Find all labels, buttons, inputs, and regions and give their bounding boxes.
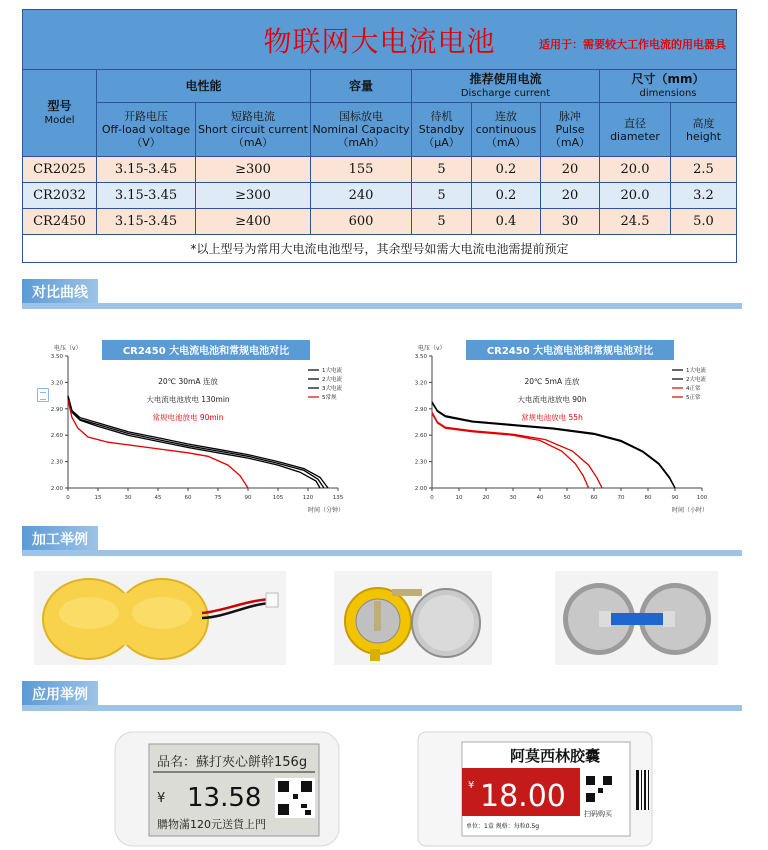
- x-tick-label: 30: [124, 495, 132, 501]
- section-bar: [22, 303, 742, 309]
- header-capacity: 容量: [311, 70, 412, 103]
- legend-label: 4正常: [686, 386, 701, 392]
- x-tick-label: 90: [244, 495, 252, 501]
- section-label-processing: 加工举例: [22, 526, 98, 554]
- x-tick-label: 40: [536, 495, 544, 501]
- chart-title: CR2450 大电流电池和常规电池对比: [122, 346, 290, 357]
- photo-paired-battery-with-wire: [34, 571, 286, 665]
- legend-label: 5常规: [322, 395, 337, 401]
- table-row: CR2025 3.15-3.45 ≥300 155 5 0.2 20 20.0 2.5: [23, 157, 737, 183]
- y-tick-label: 2.90: [50, 406, 63, 413]
- legend-label: 1大电流: [322, 368, 342, 374]
- tag2-product: 阿莫西林胶囊: [510, 747, 601, 765]
- table-title-cell: [23, 10, 737, 70]
- chart-annotation-normal: 常规电池放电 90min: [152, 413, 224, 422]
- photo-batteries-with-insulation-tape: [555, 571, 718, 665]
- table-row: CR2032 3.15-3.45 ≥300 240 5 0.2 20 20.0 3.2: [23, 183, 737, 209]
- subheader-height: 高度 height: [671, 103, 737, 157]
- x-tick-label: 15: [94, 495, 102, 501]
- x-tick-label: 0: [430, 495, 434, 501]
- y-axis-label: 电压（v）: [54, 345, 82, 352]
- table-subtitle: 适用于：需要较大工作电流的用电器具: [539, 38, 726, 51]
- x-tick-label: 45: [154, 495, 162, 501]
- section-header-processing: [22, 526, 742, 556]
- subheader-diameter: 直径 diameter: [600, 103, 671, 157]
- tag2-scan: 扫码购买: [584, 810, 612, 818]
- header-model: 型号 Model: [23, 70, 97, 157]
- header-electrical: 电性能: [97, 70, 311, 103]
- subheader-continuous: 连放 continuous （mA）: [472, 103, 541, 157]
- y-tick-label: 2.60: [414, 433, 427, 440]
- legend-label: 2大电流: [686, 377, 706, 383]
- table-title: 物联网大电流电池: [263, 24, 496, 58]
- y-tick-label: 2.30: [414, 459, 427, 466]
- x-tick-label: 90: [671, 495, 679, 501]
- chart-condition: 20℃ 30mA 连放: [158, 377, 218, 386]
- x-tick-label: 70: [617, 495, 625, 501]
- x-tick-label: 10: [455, 495, 463, 501]
- chart-condition: 20℃ 5mA 连放: [524, 377, 580, 386]
- chart-svg: [38, 336, 378, 518]
- section-header-application: [22, 681, 742, 711]
- section-bar: [22, 705, 742, 711]
- header-dimensions: 尺寸（mm） dimensions: [600, 70, 737, 103]
- header-discharge: 推荐使用电流 Discharge current: [412, 70, 600, 103]
- x-tick-label: 135: [332, 495, 344, 501]
- tag1-promo: 購物滿120元送貨上門: [157, 818, 266, 831]
- tag2-details: 单位：1盒 规格：每粒0.5g: [466, 823, 540, 830]
- tag1-price: 13.58: [187, 783, 262, 813]
- series-line: [68, 397, 320, 488]
- x-tick-label: 30: [509, 495, 517, 501]
- legend-label: 5正常: [686, 395, 701, 401]
- x-tick-label: 75: [214, 495, 222, 501]
- subheader-pulse: 脉冲 Pulse （mA）: [541, 103, 600, 157]
- electronic-shelf-label-1: [113, 730, 341, 848]
- chart-continuous-30ma: [38, 336, 378, 518]
- y-tick-label: 2.90: [414, 406, 427, 413]
- y-tick-label: 2.60: [50, 433, 63, 440]
- section-bar: [22, 550, 742, 556]
- section-label-comparison: 对比曲线: [22, 279, 98, 307]
- table-row: CR2450 3.15-3.45 ≥400 600 5 0.4 30 24.5 5.0: [23, 209, 737, 235]
- chart-annotation-main: 大电流电池放电 90h: [517, 395, 587, 404]
- x-tick-label: 100: [696, 495, 708, 501]
- chart-svg: [402, 336, 742, 518]
- y-tick-label: 3.50: [414, 354, 427, 360]
- legend-label: 2大电流: [322, 377, 342, 383]
- y-tick-label: 2.00: [50, 486, 63, 492]
- y-tick-label: 3.50: [50, 354, 63, 360]
- x-tick-label: 80: [644, 495, 652, 501]
- chart-annotation-normal: 常规电池放电 55h: [521, 413, 583, 422]
- x-tick-label: 105: [272, 495, 284, 501]
- subheader-voltage: 开路电压 Off-load voltage （V）: [97, 103, 196, 157]
- subheader-short: 短路电流 Short circuit current （mA）: [196, 103, 311, 157]
- x-tick-label: 60: [590, 495, 598, 501]
- section-label-application: 应用举例: [22, 681, 98, 709]
- x-axis-label: 时间（分钟）: [308, 507, 345, 514]
- tag2-price: 18.00: [480, 779, 566, 814]
- x-tick-label: 120: [302, 495, 314, 501]
- chart-title: CR2450 大电流电池和常规电池对比: [486, 346, 654, 357]
- tag1-currency: ¥: [157, 791, 166, 806]
- y-tick-label: 2.30: [50, 459, 63, 466]
- y-tick-label: 3.20: [50, 380, 63, 387]
- tag2-currency: ¥: [468, 780, 475, 791]
- y-tick-label: 3.20: [414, 380, 427, 387]
- spec-table: [22, 9, 737, 263]
- subheader-capacity: 国标放电 Nominal Capacity （mAh）: [311, 103, 412, 157]
- x-axis-label: 时间（小时）: [672, 507, 709, 514]
- legend-label: 3大电流: [322, 386, 342, 392]
- electronic-shelf-label-2: [416, 730, 654, 848]
- table-note: *以上型号为常用大电流电池型号，其余型号如需大电流电池需提前预定: [23, 235, 737, 263]
- photo-batteries-with-solder-tabs: [334, 571, 492, 665]
- chart-annotation-main: 大电流电池放电 130min: [146, 395, 230, 404]
- chart-continuous-5ma: [402, 336, 742, 518]
- x-tick-label: 0: [66, 495, 70, 501]
- x-tick-label: 60: [184, 495, 192, 501]
- y-axis-label: 电压（v）: [418, 345, 446, 352]
- series-line: [432, 412, 602, 488]
- section-header-comparison: [22, 279, 742, 309]
- subheader-standby: 待机 Standby （μA）: [412, 103, 472, 157]
- legend-label: 1大电流: [686, 368, 706, 374]
- x-tick-label: 50: [563, 495, 571, 501]
- x-tick-label: 20: [482, 495, 490, 501]
- y-tick-label: 2.00: [414, 486, 427, 492]
- tag1-name-label: 品名：蘇打夾心餅幹156g: [157, 755, 308, 770]
